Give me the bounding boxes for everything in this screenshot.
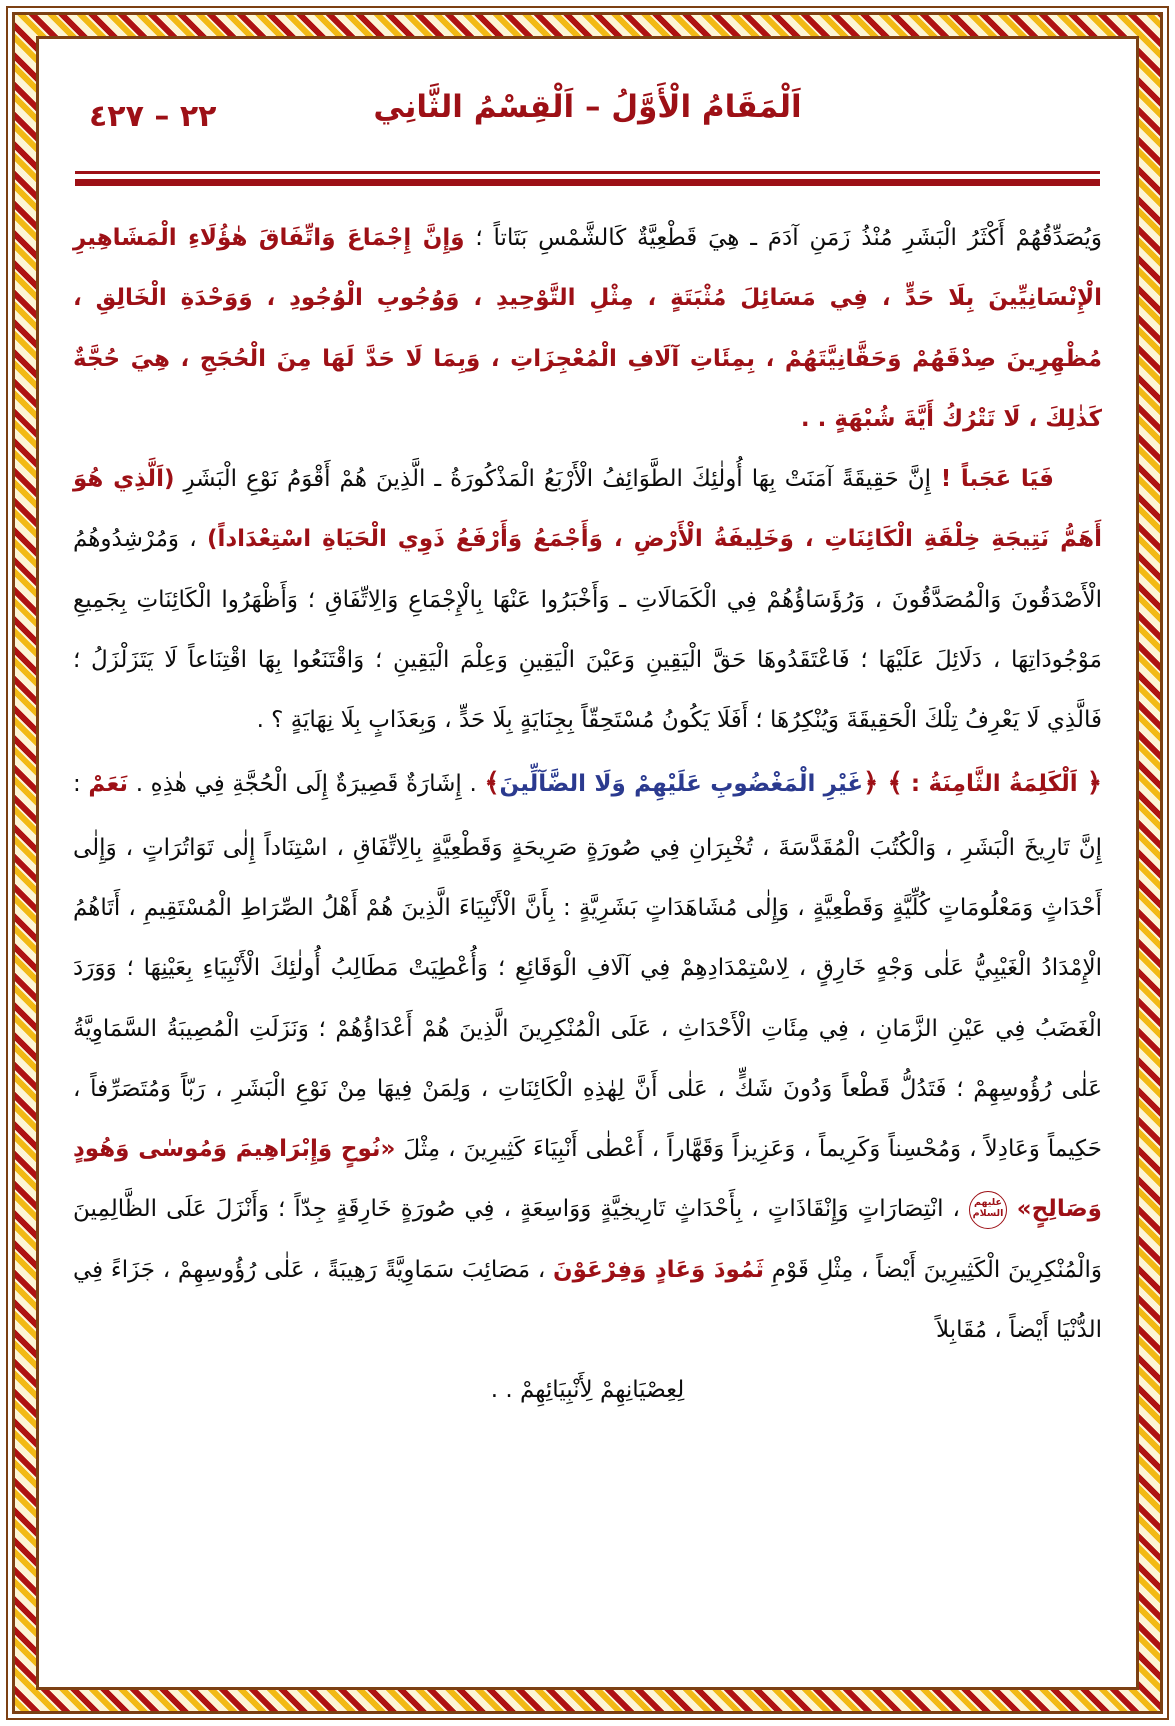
ornamental-border-braid [12, 12, 1163, 1714]
ornate-bracket: ﴾ [484, 768, 500, 799]
page-number: ٢٢ – ٤٢٧ [89, 99, 217, 134]
ornate-bracket: ﴿ [1077, 768, 1102, 799]
page-title: اَلْمَقَامُ الْأَوَّلُ – اَلْقِسْمُ الثَّانِي [373, 89, 802, 125]
text-segment: لِعِصْيَانِهِمْ لِأَنْبِيَائِهِمْ . . [490, 1377, 685, 1403]
blessing-seal: عليهم السلام [969, 1191, 1007, 1229]
ornate-bracket: ﴾ ﴿ [863, 768, 903, 799]
text-segment: ، مَصَائِبَ سَمَاوِيَّةً رَهِيبَةً ، عَلٰى رُؤُوسِهِمْ ، جَزَاءً فِي الدُّنْيَا أَيْضاً ، مُقَابِلاً [73, 1256, 1102, 1343]
page-content [36, 36, 1139, 1690]
text-segment: إِنَّ حَقِيقَةً آمَنَتْ بِهَا أُولٰئِكَ الطَّوَائِفُ الْأَرْبَعُ الْمَذْكُورَةُ ـ الَّذِينَ هُمْ أَقْوَمُ نَوْعِ الْبَشَرِ [174, 466, 931, 492]
text-segment: ، وَمُرْشِدُوهُمُ الْأَصْدَقُونَ وَالْمُصَدَّقُونَ ، وَرُؤَسَاؤُهُمْ فِي الْكَمَالَاتِ ـ وَأَخْبَرُوا عَنْهَا بِالْإِجْمَاعِ وَالِاتِّفَاقِ ؛ وَأَظْهَرُوا الْكَائِنَاتِ بِجَمِيعِ مَوْجُودَاتِهَا ، دَلَائِلَ عَلَيْهَا ؛ فَاعْتَقَدُوهَا حَقَّ الْيَقِينِ وَعَيْنَ الْيَقِينِ وَعِلْمَ الْيَقِينِ ؛ وَاقْتَنَعُوا بِهَا اقْتِنَاعاً لَا يَتَزَلْزَلُ ؛ فَالَّذِي لَا يَعْرِفُ تِلْكَ الْحَقِيقَةَ وَيُنْكِرُهَا ؛ أَفَلَا يَكُونُ مُسْتَحِقّاً بِجِنَايَةٍ بِلَا حَدٍّ ، وَبِعَذَابٍ بِلَا نِهَايَةٍ ؟ . [73, 526, 1102, 733]
text-segment: «نُوحٍ وَإِبْرَاهِيمَ وَمُوسٰى وَهُودٍ وَصَالِحٍ» [73, 1136, 1102, 1223]
document-body [73, 208, 1102, 1420]
paragraph [73, 208, 1102, 449]
page-header [73, 59, 1102, 163]
paragraph [73, 449, 1102, 750]
text-segment: . إِشَارَةٌ قَصِيرَةٌ إِلَى الْحُجَّةِ فِي هٰذِهِ . [128, 771, 485, 798]
quran-verse: غَيْرِ الْمَغْضُوبِ عَلَيْهِمْ وَلَا الضَّآلِّينَ [499, 771, 864, 798]
paragraph [73, 1360, 1102, 1420]
header-divider-rule [75, 171, 1100, 186]
text-segment: وَيُصَدِّقُهُمْ أَكْثَرُ الْبَشَرِ مُنْذُ زَمَنِ آدَمَ ـ هِيَ قَطْعِيَّةٌ كَالشَّمْسِ بَتَاتاً ؛ [464, 225, 1103, 251]
text-segment: فَيَا عَجَباً ! [931, 466, 1054, 492]
text-segment: ثَمُودَ وَعَادٍ وَفِرْعَوْنَ [553, 1256, 765, 1283]
section-heading: اَلْكَلِمَةُ الثَّامِنَةُ : [902, 771, 1078, 798]
text-segment: : إِنَّ تَارِيخَ الْبَشَرِ ، وَالْكُتُبَ الْمُقَدَّسَةَ ، تُخْبِرَانِ فِي صُورَةٍ صَرِيحَةٍ وَقَطْعِيَّةٍ بِالِاتِّفَاقِ ، اسْتِنَاداً إِلٰى تَوَاتُرَاتٍ ، وَإِلٰى أَحْدَاثٍ وَمَعْلُومَاتٍ كُلِّيَّةٍ وَقَطْعِيَّةٍ ، وَإِلٰى مُشَاهَدَاتٍ بَشَرِيَّةٍ : بِأَنَّ الْأَنْبِيَاءَ الَّذِينَ هُمْ أَهْلُ الصِّرَاطِ الْمُسْتَقِيمِ ، أَتَاهُمُ الْإِمْدَادُ الْغَيْبِيُّ عَلٰى وَجْهٍ خَارِقٍ ، لِاسْتِمْدَادِهِمْ فِي آلَافِ الْوَقَائِعِ ؛ وَأُعْطِيَتْ مَطَالِبُ أُولٰئِكَ الْأَنْبِيَاءِ بِعَيْنِهَا ؛ وَوَرَدَ الْغَضَبُ فِي عَيْنِ الزَّمَانِ ، فِي مِئَاتِ الْأَحْدَاثِ ، عَلَى الْمُنْكِرِينَ الَّذِينَ هُمْ أَعْدَاؤُهُمْ ؛ وَنَزَلَتِ الْمُصِيبَةُ السَّمَاوِيَّةُ عَلٰى رُؤُوسِهِمْ ؛ فَتَدُلُّ قَطْعاً وَدُونَ شَكٍّ ، عَلٰى أَنَّ لِهٰذِهِ الْكَائِنَاتِ ، وَلِمَنْ فِيهَا مِنْ نَوْعِ الْبَشَرِ ، رَبّاً وَمُتَصَرِّفاً ، حَكِيماً وَعَادِلاً ، وَمُحْسِناً وَكَرِيماً ، وَعَزِيزاً وَقَهَّاراً ، أَعْطٰى أَنْبِيَاءَ كَثِيرِينَ ، مِثْلَ [73, 771, 1102, 1162]
text-segment: (اَلَّذِي هُوَ أَهَمُّ نَتِيجَةِ خِلْقَةِ الْكَائِنَاتِ ، وَخَلِيفَةُ الْأَرْضِ ، وَأَجْمَعُ وَأَرْفَعُ ذَوِي الْحَيَاةِ اسْتِعْدَاداً) [73, 466, 1102, 553]
text-segment: نَعَمْ [88, 771, 129, 798]
ornamental-border-outer [6, 6, 1169, 1720]
paragraph [73, 750, 1102, 1360]
text-segment: وَإِنَّ إِجْمَاعَ وَاتِّفَاقَ هٰؤُلَاءِ الْمَشَاهِيرِ الْإِنْسَانِيِّينَ بِلَا حَدٍّ ، فِي مَسَائِلَ مُثْبَتَةٍ ، مِثْلِ التَّوْحِيدِ ، وَوُجُوبِ الْوُجُودِ ، وَوَحْدَةِ الْخَالِقِ ، مُظْهِرِينَ صِدْقَهُمْ وَحَقَّانِيَّتَهُمْ ، بِمِئَاتِ آلَافِ الْمُعْجِزَاتِ ، وَبِمَا لَا حَدَّ لَهَا مِنَ الْحُجَجِ ، هِيَ حُجَّةٌ كَذٰلِكَ ، لَا تَتْرُكُ أَيَّةَ شُبْهَةٍ . . [73, 225, 1102, 432]
text-segment: ، انْتِصَارَاتٍ وَإِنْقَاذَاتٍ ، بِأَحْدَاثٍ تَارِيخِيَّةٍ وَوَاسِعَةٍ ، فِي صُورَةٍ خَارِقَةٍ جِدّاً ؛ وَأَنْزَلَ عَلَى الظَّالِمِينَ وَالْمُنْكِرِينَ الْكَثِيرِينَ أَيْضاً ، مِثْلِ قَوْمِ [73, 1196, 1102, 1283]
